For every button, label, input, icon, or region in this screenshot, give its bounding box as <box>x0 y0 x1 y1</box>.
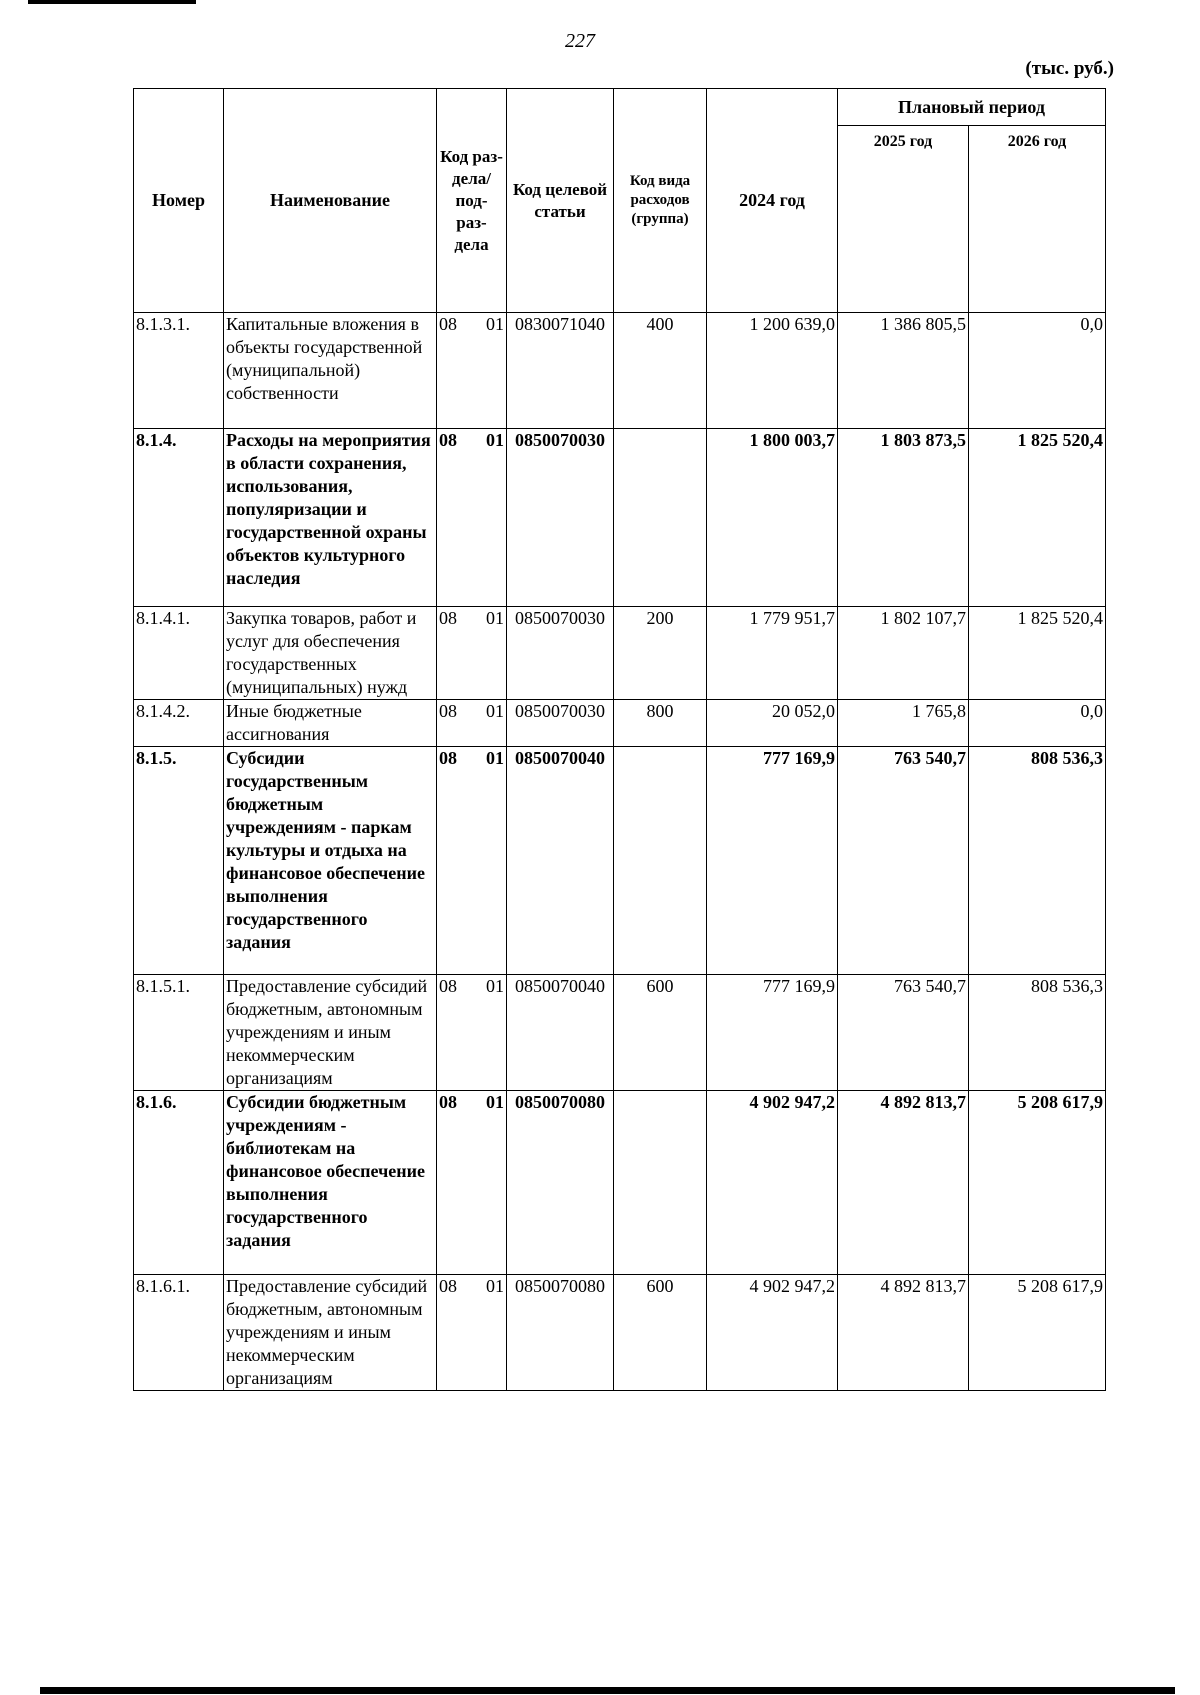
row-amount-2025: 4 892 813,7 <box>838 1275 969 1391</box>
row-csr: 0850070040 <box>507 975 614 1091</box>
row-number: 8.1.5.1. <box>134 975 224 1091</box>
row-amount-2026: 0,0 <box>969 313 1106 429</box>
row-amount-2026: 0,0 <box>969 700 1106 747</box>
row-vr: 200 <box>614 607 707 700</box>
row-vr: 600 <box>614 1275 707 1391</box>
row-rz-code: 08 <box>439 1276 457 1296</box>
row-vr <box>614 1091 707 1275</box>
row-rz-code: 08 <box>439 608 457 628</box>
row-razdel <box>437 429 507 607</box>
table-row <box>134 429 1106 607</box>
row-vr: 800 <box>614 700 707 747</box>
col-header-2024: 2024 год <box>707 89 838 313</box>
top-rule <box>28 0 196 4</box>
row-csr: 0850070040 <box>507 747 614 975</box>
table-row <box>134 1275 1106 1391</box>
row-vr <box>614 429 707 607</box>
row-amount-2024: 1 200 639,0 <box>707 313 838 429</box>
row-prz-code: 01 <box>486 608 504 628</box>
row-csr: 0850070080 <box>507 1091 614 1275</box>
page-number: 227 <box>565 30 595 52</box>
row-prz-code: 01 <box>486 430 504 450</box>
row-number: 8.1.6. <box>134 1091 224 1275</box>
row-name: Расходы на мероприятия в области сохранения, использования, популяризации и государственной охраны объектов культурного наследия <box>224 429 437 607</box>
table-body <box>134 313 1106 1391</box>
header-row-1 <box>134 89 1106 126</box>
row-razdel <box>437 607 507 700</box>
row-number: 8.1.4. <box>134 429 224 607</box>
row-number: 8.1.4.2. <box>134 700 224 747</box>
row-csr: 0830071040 <box>507 313 614 429</box>
bottom-rule <box>40 1687 1175 1694</box>
table-row <box>134 975 1106 1091</box>
table-row <box>134 747 1106 975</box>
row-name: Предоставление субсидий бюджетным, автономным учреждениям и иным некоммерческим организациям <box>224 975 437 1091</box>
table-row <box>134 313 1106 429</box>
table-row <box>134 700 1106 747</box>
row-prz-code: 01 <box>486 1092 504 1112</box>
table-row <box>134 607 1106 700</box>
row-number: 8.1.5. <box>134 747 224 975</box>
row-csr: 0850070080 <box>507 1275 614 1391</box>
row-razdel <box>437 1275 507 1391</box>
row-razdel <box>437 747 507 975</box>
row-csr: 0850070030 <box>507 607 614 700</box>
row-amount-2025: 4 892 813,7 <box>838 1091 969 1275</box>
col-header-2026: 2026 год <box>969 126 1106 313</box>
table-row <box>134 1091 1106 1275</box>
row-vr: 400 <box>614 313 707 429</box>
row-amount-2024: 1 800 003,7 <box>707 429 838 607</box>
row-amount-2026: 1 825 520,4 <box>969 607 1106 700</box>
row-name: Закупка товаров, работ и услуг для обеспечения государственных (муниципальных) нужд <box>224 607 437 700</box>
row-prz-code: 01 <box>486 748 504 768</box>
row-rz-code: 08 <box>439 701 457 721</box>
row-number: 8.1.3.1. <box>134 313 224 429</box>
row-amount-2025: 1 802 107,7 <box>838 607 969 700</box>
row-rz-code: 08 <box>439 748 457 768</box>
col-header-planned: Плановый период <box>838 89 1106 126</box>
row-prz-code: 01 <box>486 976 504 996</box>
row-rz-code: 08 <box>439 1092 457 1112</box>
budget-table <box>133 88 1106 1391</box>
row-amount-2026: 5 208 617,9 <box>969 1275 1106 1391</box>
row-razdel <box>437 700 507 747</box>
col-header-razdel: Код раз- дела/ под- раз- дела <box>437 89 507 313</box>
row-number: 8.1.6.1. <box>134 1275 224 1391</box>
row-amount-2025: 1 765,8 <box>838 700 969 747</box>
row-csr: 0850070030 <box>507 700 614 747</box>
row-razdel <box>437 975 507 1091</box>
row-amount-2026: 1 825 520,4 <box>969 429 1106 607</box>
row-csr: 0850070030 <box>507 429 614 607</box>
row-amount-2025: 1 803 873,5 <box>838 429 969 607</box>
row-name: Предоставление субсидий бюджетным, автономным учреждениям и иным некоммерческим организациям <box>224 1275 437 1391</box>
units-label: (тыс. руб.) <box>1025 58 1114 79</box>
row-vr: 600 <box>614 975 707 1091</box>
row-amount-2024: 777 169,9 <box>707 747 838 975</box>
col-header-vr: Код вида расходов (группа) <box>614 89 707 313</box>
row-amount-2025: 763 540,7 <box>838 975 969 1091</box>
row-prz-code: 01 <box>486 701 504 721</box>
row-amount-2024: 4 902 947,2 <box>707 1275 838 1391</box>
row-prz-code: 01 <box>486 1276 504 1296</box>
row-amount-2024: 1 779 951,7 <box>707 607 838 700</box>
row-rz-code: 08 <box>439 430 457 450</box>
row-amount-2026: 808 536,3 <box>969 747 1106 975</box>
col-header-csr: Код целевой статьи <box>507 89 614 313</box>
col-header-name: Наименование <box>224 89 437 313</box>
row-amount-2026: 808 536,3 <box>969 975 1106 1091</box>
row-name: Капитальные вложения в объекты государственной (муниципальной) собственности <box>224 313 437 429</box>
row-amount-2024: 4 902 947,2 <box>707 1091 838 1275</box>
row-prz-code: 01 <box>486 314 504 334</box>
row-rz-code: 08 <box>439 976 457 996</box>
col-header-2025: 2025 год <box>838 126 969 313</box>
row-number: 8.1.4.1. <box>134 607 224 700</box>
row-vr <box>614 747 707 975</box>
row-amount-2024: 20 052,0 <box>707 700 838 747</box>
row-rz-code: 08 <box>439 314 457 334</box>
col-header-number: Номер <box>134 89 224 313</box>
row-amount-2024: 777 169,9 <box>707 975 838 1091</box>
row-name: Субсидии бюджетным учреждениям - библиотекам на финансовое обеспечение выполнения государственного задания <box>224 1091 437 1275</box>
row-amount-2026: 5 208 617,9 <box>969 1091 1106 1275</box>
row-amount-2025: 1 386 805,5 <box>838 313 969 429</box>
row-name: Иные бюджетные ассигнования <box>224 700 437 747</box>
row-amount-2025: 763 540,7 <box>838 747 969 975</box>
row-name: Субсидии государственным бюджетным учреждениям - паркам культуры и отдыха на финансовое обеспечение выполнения государственного задания <box>224 747 437 975</box>
row-razdel <box>437 313 507 429</box>
row-razdel <box>437 1091 507 1275</box>
